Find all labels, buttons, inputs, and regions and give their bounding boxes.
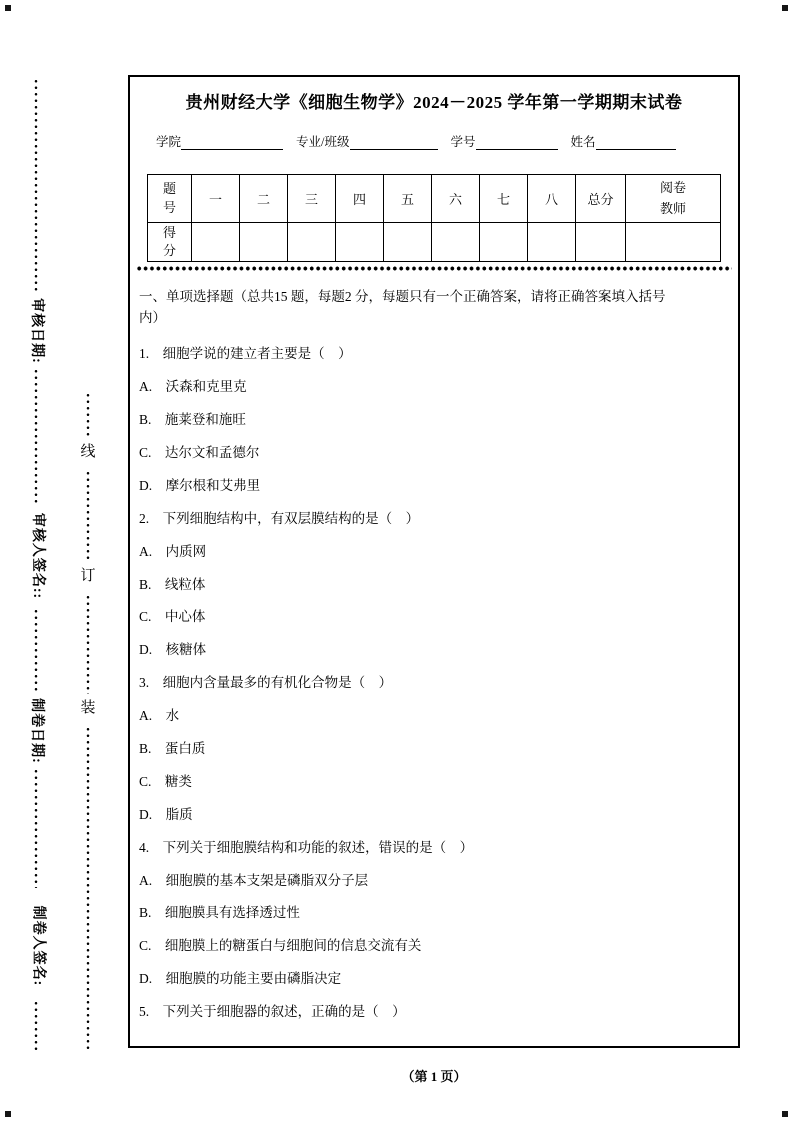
score-col-6: 六 [432,175,480,223]
score-table-corner: 题号 [162,181,176,215]
binding-dotted-line [34,768,38,888]
corner-mark [5,5,11,11]
binding-char-line: 线 [80,444,96,460]
field-student-id-blank [476,135,558,150]
score-cell-empty [528,223,576,262]
page-number: （第 1 页） [401,1069,467,1084]
field-college-blank [181,135,283,150]
score-cell-empty [576,223,626,262]
question-option: B. 细胞膜具有选择透过性 [139,905,300,921]
score-col-3: 三 [288,175,336,223]
binding-dotted-line [86,594,90,694]
question-option: A. 水 [139,708,180,724]
dotted-separator [136,266,732,271]
margin-label-maker-date: 制卷日期: [28,698,44,764]
score-cell-empty [480,223,528,262]
score-cell-empty [192,223,240,262]
score-col-7: 七 [480,175,528,223]
question-stem: 4. 下列关于细胞膜结构和功能的叙述，错误的是（ ） [139,839,474,855]
margin-label-reviewer-signature: 审核人签名:: [30,512,46,600]
question-option: D. 细胞膜的功能主要由磷脂决定 [139,971,342,987]
binding-dotted-line [86,392,90,438]
binding-dotted-line [86,470,90,562]
field-major-class-label: 专业/班级 [296,135,350,149]
binding-dotted-line [34,78,38,294]
question-option: C. 细胞膜上的糖蛋白与细胞间的信息交流有关 [139,938,422,954]
corner-mark [5,1111,11,1117]
score-col-total: 总分 [576,175,626,223]
binding-char-staple: 订 [80,568,96,584]
score-col-2: 二 [240,175,288,223]
field-name-blank [596,135,676,150]
score-col-8: 八 [528,175,576,223]
question-option: D. 摩尔根和艾弗里 [139,477,261,493]
field-name-label: 姓名 [570,135,596,149]
question-stem: 1. 细胞学说的建立者主要是（ ） [139,346,352,362]
exam-sheet [128,75,740,1048]
exam-title: 贵州财经大学《细胞生物学》2024－2025 学年第一学期期末试卷 [185,93,683,112]
field-major-class-blank [350,135,438,150]
question-option: C. 中心体 [139,609,206,625]
corner-mark [782,1111,788,1117]
question-option: A. 细胞膜的基本支架是磷脂双分子层 [139,872,369,888]
score-col-4: 四 [336,175,384,223]
score-col-1: 一 [192,175,240,223]
binding-dotted-line [34,368,38,504]
binding-dotted-line [34,608,38,694]
question-area [139,287,730,1027]
score-cell-empty [336,223,384,262]
question-option: D. 核糖体 [139,642,207,658]
question-stem: 3. 细胞内含量最多的有机化合物是（ ） [139,675,393,691]
score-cell-empty [384,223,432,262]
binding-dotted-line [86,726,90,1050]
score-col-5: 五 [384,175,432,223]
binding-dotted-line [34,1000,38,1050]
question-option: B. 蛋白质 [139,740,206,756]
score-row-label: 得分 [162,224,176,258]
score-col-grader: 阅卷教师 [659,180,686,216]
score-cell-empty [626,223,721,262]
question-option: C. 糖类 [139,773,192,789]
question-option: A. 内质网 [139,543,207,559]
student-info-row [156,132,738,150]
question-option: D. 脂质 [139,806,193,822]
question-stem: 5. 下列关于细胞器的叙述，正确的是（ ） [139,1004,406,1020]
question-stem: 2. 下列细胞结构中，有双层膜结构的是（ ） [139,510,420,526]
score-cell-empty [432,223,480,262]
section-heading: 一、单项选择题（总共15 题，每题2 分，每题只有一个正确答案，请将正确答案填入括号内） [139,289,666,325]
margin-label-maker-signature: 制卷人签名: [30,905,46,987]
score-cell-empty [288,223,336,262]
field-college-label: 学院 [156,135,182,149]
question-option: B. 线粒体 [139,576,206,592]
margin-label-review-date: 审核日期: [28,298,44,364]
score-table-score-row [148,223,721,262]
question-option: B. 施莱登和施旺 [139,412,246,428]
score-table [147,174,721,262]
question-option: C. 达尔文和孟德尔 [139,444,260,460]
score-table-header-row [148,175,721,223]
score-cell-empty [240,223,288,262]
field-student-id-label: 学号 [450,135,476,149]
corner-mark [782,5,788,11]
binding-char-bind: 装 [80,700,96,716]
question-option: A. 沃森和克里克 [139,379,247,395]
